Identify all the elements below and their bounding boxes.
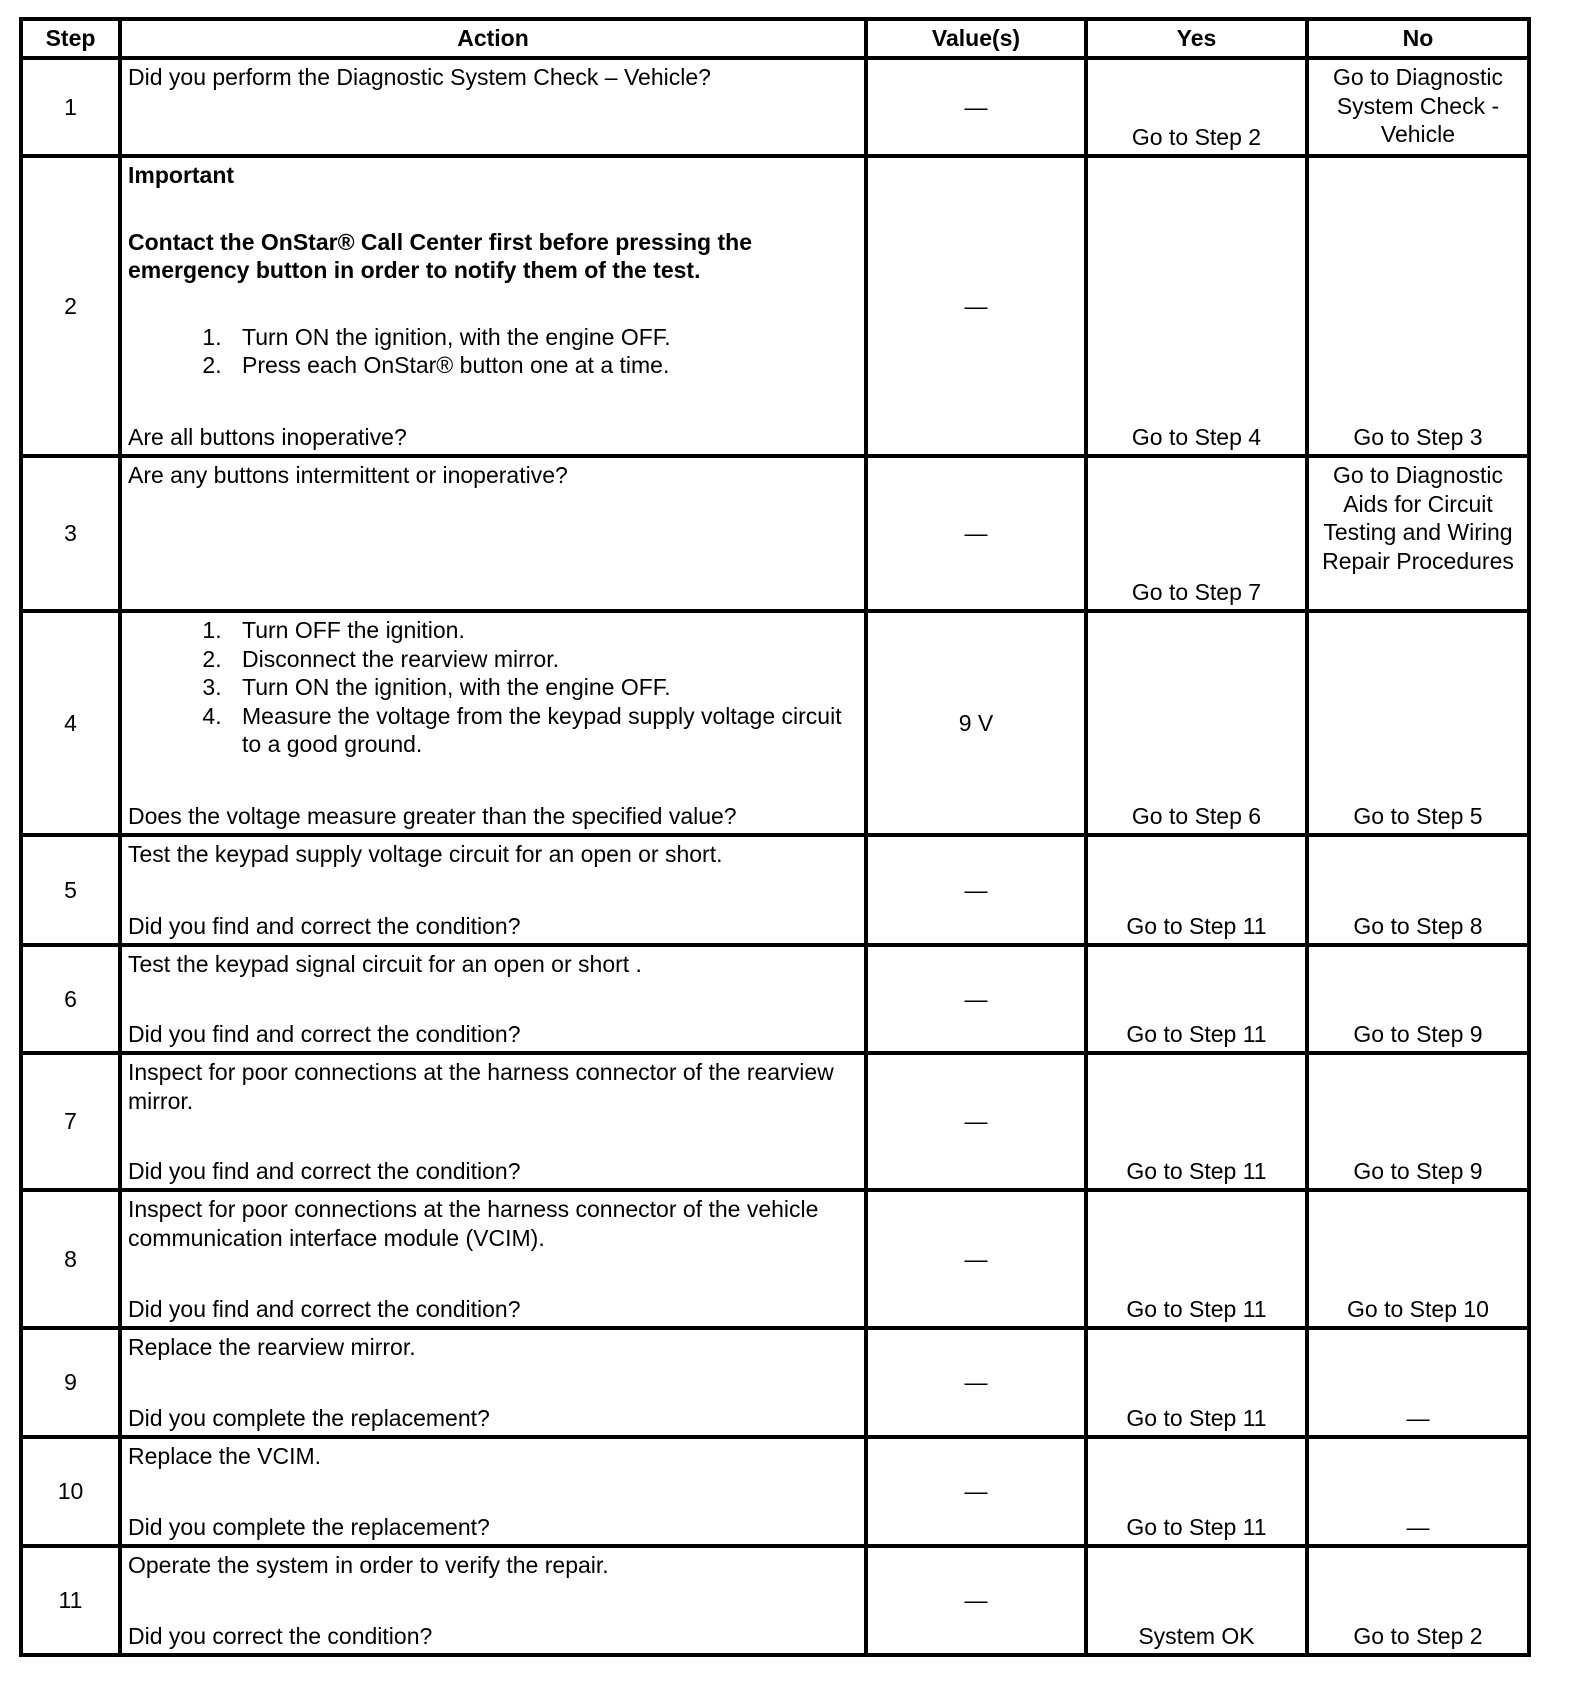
list-item: 2. Disconnect the rearview mirror. [228, 645, 856, 674]
table-row [21, 835, 1529, 945]
table-row [21, 611, 1529, 835]
no-cell: Go to Step 9 [1307, 1053, 1529, 1190]
action-cell [120, 1328, 866, 1437]
table-row [21, 456, 1529, 611]
no-cell: Go to Step 8 [1307, 835, 1529, 945]
step-number: 8 [21, 1190, 120, 1328]
action-text: Test the keypad supply voltage circuit for an open or short. [128, 841, 723, 867]
yes-cell: Go to Step 4 [1086, 156, 1307, 456]
action-question: Did you find and correct the condition? [128, 1157, 521, 1184]
action-text: Operate the system in order to verify the repair. [128, 1552, 609, 1578]
action-text: Replace the VCIM. [128, 1443, 322, 1469]
action-question: Did you complete the replacement? [128, 1513, 490, 1540]
yes-cell: Go to Step 11 [1086, 835, 1307, 945]
list-item: 4. Measure the voltage from the keypad supply voltage circuit to a good ground. [228, 702, 856, 759]
step-number: 2 [21, 156, 120, 456]
action-cell [120, 156, 866, 456]
step-number: 9 [21, 1328, 120, 1437]
action-question: Did you find and correct the condition? [128, 1020, 521, 1047]
table-row [21, 1053, 1529, 1190]
action-cell [120, 456, 866, 611]
action-cell [120, 1437, 866, 1546]
action-question: Did you correct the condition? [128, 1622, 433, 1649]
action-cell [120, 1053, 866, 1190]
table-row [21, 1546, 1529, 1655]
list-item: 3. Turn ON the ignition, with the engine OFF. [228, 673, 856, 702]
action-cell [120, 835, 866, 945]
list-item: 1. Turn ON the ignition, with the engine OFF. [228, 323, 856, 352]
action-text: Replace the rearview mirror. [128, 1334, 416, 1360]
no-cell: Go to Step 2 [1307, 1546, 1529, 1655]
value-cell: — [866, 1328, 1086, 1437]
step-number: 5 [21, 835, 120, 945]
no-cell: — [1307, 1437, 1529, 1546]
step-number: 10 [21, 1437, 120, 1546]
yes-cell: Go to Step 11 [1086, 1437, 1307, 1546]
value-cell: — [866, 1053, 1086, 1190]
yes-cell: Go to Step 11 [1086, 1328, 1307, 1437]
table-row [21, 58, 1529, 156]
action-question: Are all buttons inoperative? [128, 423, 407, 450]
yes-cell: Go to Step 6 [1086, 611, 1307, 835]
action-cell [120, 1546, 866, 1655]
header-no: No [1307, 19, 1529, 58]
yes-cell: System OK [1086, 1546, 1307, 1655]
header-values: Value(s) [866, 19, 1086, 58]
table-row [21, 945, 1529, 1053]
diagnostic-table [19, 17, 1531, 1657]
important-label: Important [128, 162, 235, 188]
header-row [21, 19, 1529, 58]
action-cell [120, 945, 866, 1053]
step-number: 4 [21, 611, 120, 835]
no-cell: Go to Diagnostic System Check - Vehicle [1307, 58, 1529, 156]
value-cell: — [866, 156, 1086, 456]
action-text: Are any buttons intermittent or inoperative? [128, 462, 568, 488]
step-number: 3 [21, 456, 120, 611]
table-row [21, 1328, 1529, 1437]
list-item: 2. Press each OnStar® button one at a time. [228, 351, 856, 380]
action-question: Did you complete the replacement? [128, 1404, 490, 1431]
action-cell [120, 1190, 866, 1328]
action-cell [120, 611, 866, 835]
value-cell: — [866, 1437, 1086, 1546]
header-action: Action [120, 19, 866, 58]
no-cell: Go to Step 3 [1307, 156, 1529, 456]
action-cell [120, 58, 866, 156]
step-number: 6 [21, 945, 120, 1053]
yes-cell: Go to Step 7 [1086, 456, 1307, 611]
table-row [21, 1437, 1529, 1546]
step-number: 11 [21, 1546, 120, 1655]
value-cell: — [866, 58, 1086, 156]
no-cell: Go to Step 10 [1307, 1190, 1529, 1328]
value-cell: — [866, 1546, 1086, 1655]
yes-cell: Go to Step 2 [1086, 58, 1307, 156]
table-row [21, 156, 1529, 456]
action-text: Inspect for poor connections at the harness connector of the vehicle communication interface module (VCIM). [128, 1196, 819, 1251]
yes-cell: Go to Step 11 [1086, 1190, 1307, 1328]
procedure-list [128, 323, 856, 380]
action-question: Does the voltage measure greater than the specified value? [128, 802, 737, 829]
value-cell: 9 V [866, 611, 1086, 835]
list-item: 1. Turn OFF the ignition. [228, 616, 856, 645]
no-cell: Go to Step 9 [1307, 945, 1529, 1053]
step-number: 1 [21, 58, 120, 156]
step-number: 7 [21, 1053, 120, 1190]
table-row [21, 1190, 1529, 1328]
yes-cell: Go to Step 11 [1086, 1053, 1307, 1190]
header-yes: Yes [1086, 19, 1307, 58]
header-step: Step [21, 19, 120, 58]
value-cell: — [866, 945, 1086, 1053]
value-cell: — [866, 456, 1086, 611]
important-note: Contact the OnStar® Call Center first before pressing the emergency button in order to notify them of the test. [128, 228, 752, 283]
no-cell: Go to Step 5 [1307, 611, 1529, 835]
action-question: Did you find and correct the condition? [128, 912, 521, 939]
action-text: Test the keypad signal circuit for an open or short . [128, 951, 642, 977]
procedure-list [128, 616, 856, 759]
action-question: Did you find and correct the condition? [128, 1295, 521, 1322]
yes-cell: Go to Step 11 [1086, 945, 1307, 1053]
value-cell: — [866, 835, 1086, 945]
no-cell: — [1307, 1328, 1529, 1437]
action-text: Inspect for poor connections at the harness connector of the rearview mirror. [128, 1059, 834, 1114]
value-cell: — [866, 1190, 1086, 1328]
action-text: Did you perform the Diagnostic System Check – Vehicle? [128, 64, 711, 90]
no-cell: Go to Diagnostic Aids for Circuit Testing and Wiring Repair Procedures [1307, 456, 1529, 611]
